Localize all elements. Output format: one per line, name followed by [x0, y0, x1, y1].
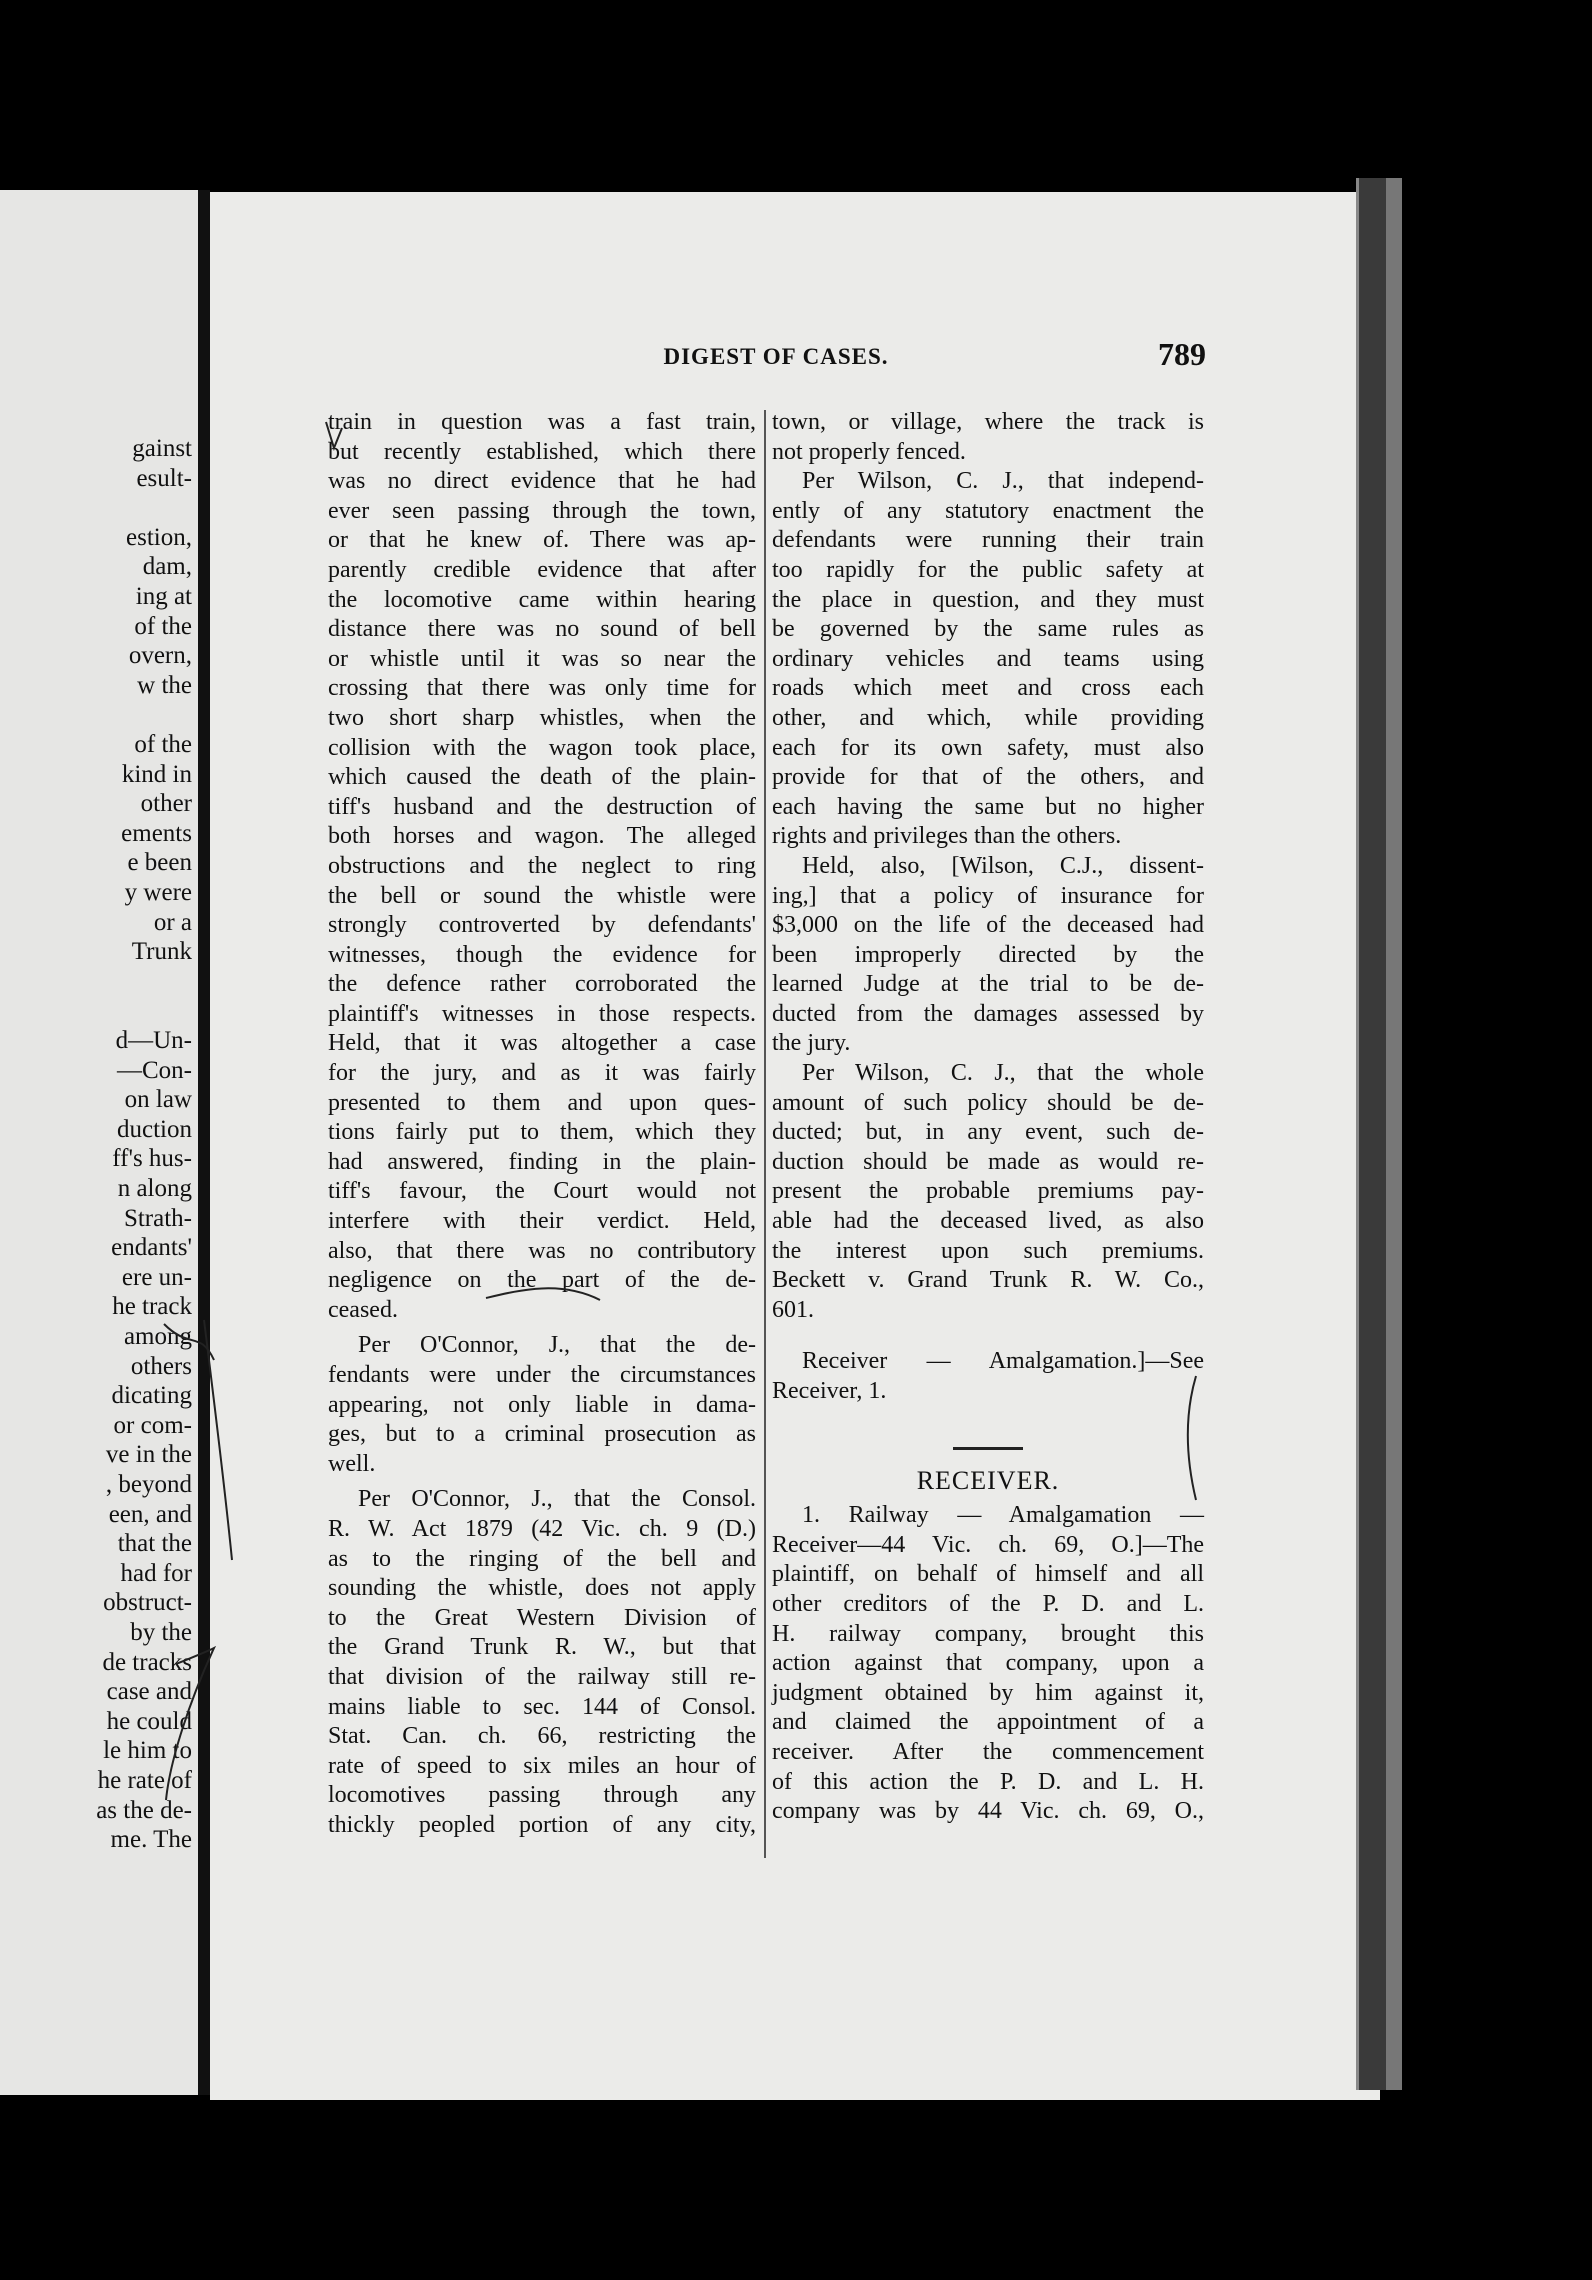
text-line: Per Wilson, C. J., that independ- — [802, 468, 1204, 495]
text-line: plaintiff's witnesses in those respects. — [328, 1000, 756, 1027]
facing-page-text: others — [130, 1352, 192, 1380]
text-line: other, and which, while providing — [772, 704, 1204, 731]
text-line: had answered, finding in the plain- — [328, 1148, 756, 1175]
facing-page-text: e been — [127, 849, 192, 877]
facing-page-text: on law — [124, 1086, 192, 1114]
facing-page-text: me. The — [110, 1826, 192, 1854]
text-line: the bell or sound the whistle were — [328, 882, 756, 909]
text-line: town, or village, where the track is — [772, 409, 1204, 435]
paragraph-gap — [772, 1325, 1204, 1347]
book-gutter — [198, 190, 210, 2095]
text-line: to the Great Western Division of — [328, 1604, 756, 1631]
facing-page-text: he rate of — [97, 1767, 192, 1794]
facing-page-text: de tracks — [102, 1648, 192, 1676]
text-line: 1. Railway — Amalgamation — — [802, 1502, 1204, 1529]
cross-reference: Receiver, 1. — [772, 1378, 887, 1404]
facing-page-text: that the — [117, 1530, 192, 1558]
text-line: fendants were under the circumstances — [328, 1362, 756, 1388]
text-line: which caused the death of the plain- — [328, 764, 756, 791]
text-line: too rapidly for the public safety at — [772, 556, 1204, 583]
text-line: obstructions and the neglect to ring — [328, 852, 756, 879]
facing-page-text: or a — [153, 908, 192, 936]
facing-page-text: estion, — [126, 523, 192, 551]
facing-page-text: other — [140, 790, 192, 818]
text-line: train in question was a fast train, — [328, 409, 756, 435]
facing-page-text: by the — [130, 1619, 192, 1646]
text-line: $3,000 on the life of the deceased had — [772, 912, 1204, 939]
facing-page-text: y were — [124, 879, 192, 906]
text-line: be governed by the same rules as — [772, 616, 1204, 643]
facing-page-text: —Con- — [117, 1056, 192, 1084]
facing-page-text: of the — [134, 731, 192, 758]
text-line: present the probable premiums pay- — [772, 1178, 1204, 1205]
text-line: ently of any statutory enactment the — [772, 497, 1204, 524]
facing-page-text: d—Un- — [115, 1027, 192, 1054]
facing-page-text: he track — [112, 1293, 192, 1321]
text-line: 601. — [772, 1296, 814, 1323]
left-column — [328, 408, 756, 1841]
text-line: H. railway company, brought this — [772, 1620, 1204, 1647]
facing-page-text: dam, — [142, 553, 192, 581]
facing-page-text: had for — [120, 1559, 192, 1587]
facing-page-text: he could — [106, 1707, 192, 1735]
text-line: the jury. — [772, 1030, 851, 1057]
facing-page-text: case and — [106, 1678, 192, 1706]
text-line: action against that company, upon a — [772, 1650, 1204, 1677]
text-line: interfere with their verdict. Held, — [328, 1208, 756, 1235]
facing-page-text: ing at — [135, 583, 192, 610]
text-line: plaintiff, on behalf of himself and all — [772, 1561, 1204, 1588]
text-line: Per O'Connor, J., that the Consol. — [358, 1486, 756, 1513]
text-line: learned Judge at the trial to be de- — [772, 971, 1204, 998]
text-line: thickly peopled portion of any city, — [328, 1811, 756, 1838]
column-divider — [764, 410, 766, 1858]
text-line: locomotives passing through any — [328, 1782, 756, 1809]
text-line: collision with the wagon took place, — [328, 734, 756, 761]
text-line: rights and privileges than the others. — [772, 823, 1122, 850]
text-line: or whistle until it was so near the — [328, 645, 756, 672]
text-line: each having the same but no higher — [772, 793, 1204, 820]
text-line: tiff's favour, the Court would not — [328, 1178, 756, 1205]
text-line: ing,] that a policy of insurance for — [772, 882, 1204, 909]
text-line: crossing that there was only time for — [328, 675, 756, 702]
facing-page-fragment — [0, 190, 198, 2095]
text-line: the Grand Trunk R. W., but that — [328, 1634, 756, 1661]
text-line: mains liable to sec. 144 of Consol. — [328, 1693, 756, 1720]
text-line: but recently established, which there — [328, 438, 756, 465]
text-line: Per O'Connor, J., that the de- — [358, 1332, 756, 1359]
text-line: not properly fenced. — [772, 438, 966, 465]
text-line: Receiver—44 Vic. ch. 69, O.]—The — [772, 1531, 1204, 1558]
text-line: presented to them and upon ques- — [328, 1089, 756, 1116]
facing-page-text: le him to — [103, 1737, 192, 1765]
text-line: strongly controverted by defendants' — [328, 912, 756, 939]
page-edge-outer — [1386, 178, 1402, 2090]
facing-page-text: ere un- — [121, 1263, 192, 1291]
text-line: tions fairly put to them, which they — [328, 1119, 756, 1146]
text-line: defendants were running their train — [772, 527, 1204, 554]
page-number: 789 — [1158, 336, 1206, 372]
facing-page-text: Strath- — [123, 1204, 192, 1232]
text-line: sounding the whistle, does not apply — [328, 1575, 756, 1602]
text-line: appearing, not only liable in dama- — [328, 1391, 756, 1418]
facing-page-text: ff's hus- — [112, 1145, 192, 1173]
text-line: Held, that it was altogether a case — [328, 1030, 756, 1057]
text-line: the interest upon such premiums. — [772, 1237, 1204, 1264]
text-line: receiver. After the commencement — [772, 1738, 1204, 1765]
text-line: the place in question, and they must — [772, 586, 1204, 613]
facing-page-text: endants' — [111, 1234, 192, 1262]
text-line: other creditors of the P. D. and L. — [772, 1590, 1204, 1617]
facing-page-text: een, and — [108, 1500, 192, 1528]
running-header: DIGEST OF CASES. — [663, 344, 889, 369]
facing-page-text: or com- — [113, 1411, 192, 1439]
facing-page-text: Trunk — [131, 938, 192, 966]
facing-page-text: gainst — [132, 435, 192, 462]
text-line: witnesses, though the evidence for — [328, 941, 756, 968]
text-line: the defence rather corroborated the — [328, 971, 756, 998]
text-line: and claimed the appointment of a — [772, 1709, 1204, 1736]
facing-page-text: w the — [137, 671, 192, 699]
text-line: Per Wilson, C. J., that the whole — [802, 1060, 1204, 1087]
text-line: was no direct evidence that he had — [328, 468, 756, 495]
facing-page-text: esult- — [136, 464, 192, 492]
text-line: tiff's husband and the destruction of — [328, 793, 756, 820]
facing-page-text: as the de- — [96, 1796, 192, 1824]
facing-page-text: ements — [121, 819, 192, 847]
text-line: as to the ringing of the bell and — [328, 1545, 756, 1572]
text-line: rate of speed to six miles an hour of — [328, 1752, 756, 1779]
right-column — [772, 408, 1204, 1827]
text-line: Held, also, [Wilson, C.J., dissent- — [802, 852, 1204, 879]
text-line: both horses and wagon. The alleged — [328, 823, 756, 850]
text-line: parently credible evidence that after — [328, 556, 756, 583]
text-line: R. W. Act 1879 (42 Vic. ch. 9 (D.) — [328, 1515, 756, 1542]
text-line: ceased. — [328, 1296, 398, 1323]
text-line: that division of the railway still re- — [328, 1663, 756, 1690]
text-line: ever seen passing through the town, — [328, 497, 756, 524]
facing-page-text: duction — [117, 1115, 192, 1143]
facing-page-text: kind in — [121, 760, 192, 788]
facing-page-text: overn, — [128, 642, 192, 670]
text-line: been improperly directed by the — [772, 941, 1204, 968]
text-line: or that he knew of. There was ap- — [328, 527, 756, 554]
text-line: judgment obtained by him against it, — [772, 1679, 1204, 1706]
text-line: also, that there was no contributory — [328, 1237, 756, 1264]
facing-page-text: , beyond — [105, 1471, 192, 1498]
text-line: ordinary vehicles and teams using — [772, 645, 1204, 672]
facing-page-text: among — [123, 1323, 192, 1350]
section-rule — [953, 1447, 1023, 1450]
text-line: for the jury, and as it was fairly — [328, 1060, 756, 1087]
text-line: company was by 44 Vic. ch. 69, O., — [772, 1798, 1204, 1825]
facing-page-text: ve in the — [105, 1441, 192, 1469]
facing-page-text: dicating — [111, 1382, 192, 1410]
text-line: the locomotive came within hearing — [328, 586, 756, 613]
text-line: of this action the P. D. and L. H. — [772, 1768, 1204, 1795]
facing-page-text: of the — [134, 612, 192, 640]
text-line: ges, but to a criminal prosecution as — [328, 1421, 756, 1448]
text-line: duction should be made as would re- — [772, 1148, 1204, 1175]
text-line: each for its own safety, must also — [772, 734, 1204, 761]
text-line: provide for that of the others, and — [772, 764, 1204, 791]
section-heading: RECEIVER. — [916, 1465, 1060, 1495]
facing-page-text: n along — [117, 1175, 192, 1202]
page-edge — [1356, 178, 1389, 2090]
text-line: Beckett v. Grand Trunk R. W. Co., — [772, 1267, 1204, 1294]
cross-reference: Receiver — Amalgamation.]—See — [802, 1348, 1204, 1375]
text-line: distance there was no sound of bell — [328, 616, 756, 643]
text-line: negligence on the part of the de- — [328, 1267, 756, 1294]
text-line: two short sharp whistles, when the — [328, 704, 756, 731]
text-line: able had the deceased lived, as also — [772, 1208, 1204, 1235]
facing-page-text: obstruct- — [103, 1589, 192, 1617]
text-line: ducted; but, in any event, such de- — [772, 1119, 1204, 1146]
text-line: well. — [328, 1450, 376, 1477]
text-line: roads which meet and cross each — [772, 675, 1204, 702]
text-line: Stat. Can. ch. 66, restricting the — [328, 1723, 756, 1750]
text-line: amount of such policy should be de- — [772, 1089, 1204, 1116]
text-line: ducted from the damages assessed by — [772, 1000, 1204, 1027]
